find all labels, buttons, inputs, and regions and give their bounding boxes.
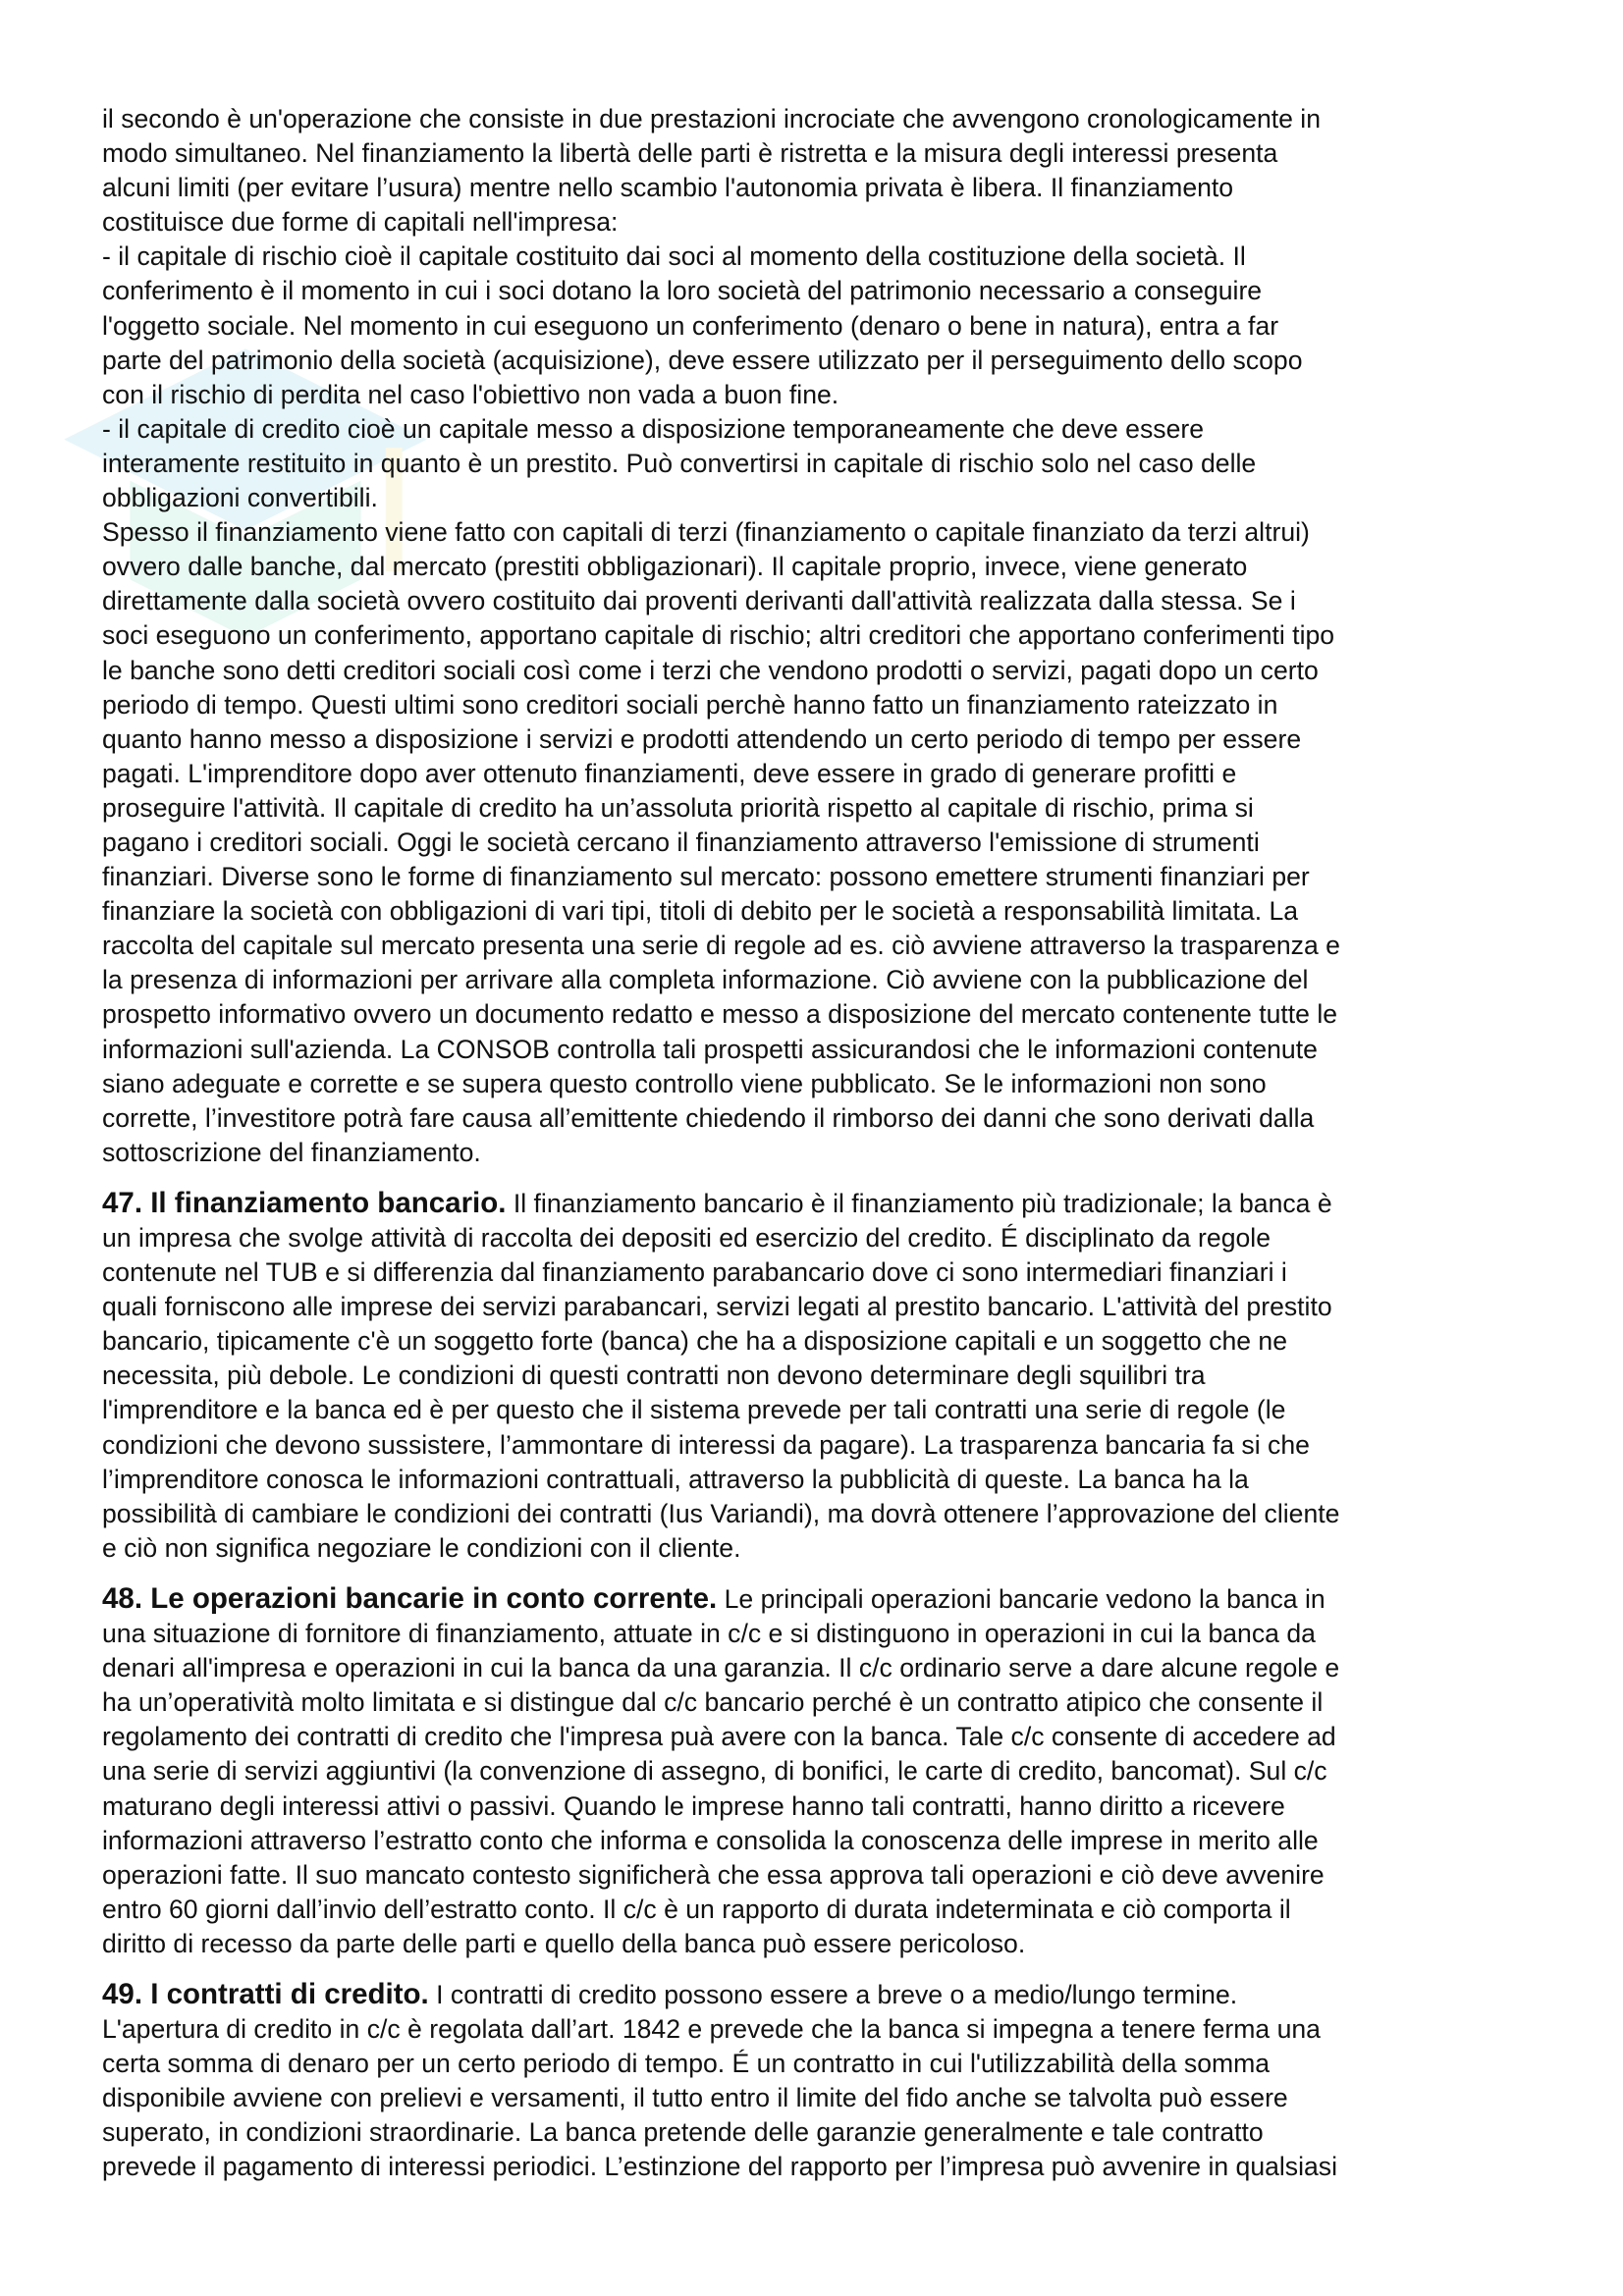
text-line: e ciò non significa negoziare le condizioni con il cliente. [102, 1532, 741, 1563]
text-line: alcuni limiti (per evitare l’usura) mentre nello scambio l'autonomia privata è libera. Il finanziamento [102, 173, 1234, 203]
text-line: - il capitale di credito cioè un capitale messo a disposizione temporaneamente che deve essere [102, 413, 1205, 444]
text-line: ovvero dalle banche, dal mercato (prestiti obbligazionari). Il capitale proprio, invece, viene generato [102, 552, 1248, 582]
text-line: parte del patrimonio della società (acquisizione), deve essere utilizzato per il perseguimento dello scopo [102, 345, 1303, 375]
text-line: modo simultaneo. Nel finanziamento la libertà delle parti è ristretta e la misura degli interessi presenta [102, 138, 1278, 169]
text-line: obbligazioni convertibili. [102, 483, 378, 513]
section-lead-text: Le principali operazioni bancarie vedono la banca in [717, 1583, 1325, 1614]
text-line: ha un’operatività molto limitata e si distingue dal c/c bancario perché è un contratto atipico che consente il [102, 1687, 1324, 1718]
section-heading: 48. Le operazioni bancarie in conto corrente. [102, 1581, 718, 1615]
section-heading: 47. Il finanziamento bancario. [102, 1186, 507, 1219]
section-49 [102, 1977, 1542, 2185]
text-line: finanziare la società con obbligazioni di vari tipi, titoli di debito per le società a responsabilità limitata. La [102, 896, 1299, 927]
section-48 [102, 1581, 1542, 1961]
section-lead-text: I contratti di credito possono essere a breve o a medio/lungo termine. [428, 1979, 1238, 2009]
text-line: contenute nel TUB e si differenzia dal finanziamento parabancario dove ci sono intermediari finanziari i [102, 1257, 1287, 1288]
text-line: siano adeguate e corrette e se supera questo controllo viene pubblicato. Se le informazioni non sono [102, 1068, 1267, 1098]
section-first-line [102, 1581, 1542, 1617]
text-line: raccolta del capitale sul mercato presenta una serie di regole ad es. ciò avviene attraverso la trasparenza e [102, 931, 1340, 961]
text-line: possibilità di cambiare le condizioni dei contratti (Ius Variandi), ma dovrà ottenere l’approvazione del cliente [102, 1498, 1340, 1528]
section-lead-text: Il finanziamento bancario è il finanziamento più tradizionale; la banca è [506, 1188, 1332, 1218]
text-line: proseguire l'attività. Il capitale di credito ha un’assoluta priorità rispetto al capitale di rischio, prima si [102, 792, 1254, 823]
text-line: diritto di recesso da parte delle parti e quello della banca può essere pericoloso. [102, 1928, 1026, 1958]
text-line: costituisce due forme di capitali nell'impresa: [102, 207, 619, 238]
text-line: regolamento dei contratti di credito che l'impresa puà avere con la banca. Tale c/c consente di accedere ad [102, 1722, 1336, 1752]
text-line: le banche sono detti creditori sociali così come i terzi che vendono prodotti o servizi, pagati dopo un certo [102, 655, 1319, 685]
text-line: conferimento è il momento in cui i soci dotano la loro società del patrimonio necessario a conseguire [102, 276, 1263, 306]
text-line: pagati. L'imprenditore dopo aver ottenuto finanziamenti, deve essere in grado di generare profitti e [102, 758, 1237, 788]
text-line: soci eseguono un conferimento, apportano capitale di rischio; altri creditori che apportano conferimenti tipo [102, 620, 1335, 651]
text-line: il secondo è un'operazione che consiste in due prestazioni incrociate che avvengono cronologicamente in [102, 104, 1321, 133]
text-line: prevede il pagamento di interessi periodici. L’estinzione del rapporto per l’impresa può avvenire in qualsiasi [102, 2152, 1338, 2182]
text-line: interamente restituito in quanto è un prestito. Può convertirsi in capitale di rischio solo nel caso delle [102, 448, 1257, 478]
text-line: l'oggetto sociale. Nel momento in cui eseguono un conferimento (denaro o bene in natura), entra a far [102, 310, 1279, 341]
text-line: sottoscrizione del finanziamento. [102, 1137, 481, 1167]
text-line: l'imprenditore e la banca ed è per questo che il sistema prevede per tali contratti una serie di regole (le [102, 1395, 1286, 1425]
text-line: maturano degli interessi attivi o passivi. Quando le imprese hanno tali contratti, hanno diritto a ricevere [102, 1790, 1285, 1821]
text-line: informazioni attraverso l’estratto conto che informa e consolida la conoscenza delle imprese in merito alle [102, 1825, 1319, 1855]
text-line: necessita, più debole. Le condizioni di questi contratti non devono determinare degli squilibri tra [102, 1361, 1206, 1391]
text-line: finanziari. Diverse sono le forme di finanziamento sul mercato: possono emettere strumenti finanziari per [102, 862, 1310, 892]
text-line: direttamente dalla società ovvero costituito dai proventi derivanti dall'attività realizzata dalla stessa. Se i [102, 586, 1296, 616]
text-line: denari all'impresa e operazioni in cui la banca da una garanzia. Il c/c ordinario serve a dare alcune regole e [102, 1653, 1340, 1683]
text-line: entro 60 giorni dall’invio dell’estratto conto. Il c/c è un rapporto di durata indeterminata e ciò comporta il [102, 1894, 1291, 1924]
text-line: condizioni che devono sussistere, l’ammontare di interessi da pagare). La trasparenza bancaria fa si che [102, 1429, 1310, 1460]
text-line: certa somma di denaro per un certo periodo di tempo. É un contratto in cui l'utilizzabilità della somma [102, 2049, 1271, 2079]
section-first-line [102, 1977, 1542, 2012]
text-line: quanto hanno messo a disposizione i servizi e prodotti attendendo un certo periodo di tempo per essere [102, 723, 1302, 754]
text-line: quali forniscono alle imprese dei servizi parabancari, servizi legati al prestito bancario. L'attività del prestito [102, 1292, 1332, 1322]
document-page [102, 102, 1542, 2185]
text-line: la presenza di informazioni per arrivare alla completa informazione. Ciò avviene con la pubblicazione del [102, 965, 1309, 995]
text-line: una serie di servizi aggiuntivi (la convenzione di assegno, di bonifici, le carte di credito, bancomat). Sul c/c [102, 1756, 1327, 1787]
text-line: bancario, tipicamente c'è un soggetto forte (banca) che ha a disposizione capitali e un soggetto che ne [102, 1326, 1288, 1357]
text-line: con il rischio di perdita nel caso l'obiettivo non vada a buon fine. [102, 379, 839, 409]
section-first-line [102, 1186, 1542, 1221]
text-line: L'apertura di credito in c/c è regolata dall’art. 1842 e prevede che la banca si impegna a tenere ferma una [102, 2014, 1321, 2045]
text-line: prospetto informativo ovvero un documento redatto e messo a disposizione del mercato contenente tutte le [102, 999, 1338, 1030]
section-47 [102, 1186, 1542, 1566]
text-line: Spesso il finanziamento viene fatto con capitali di terzi (finanziamento o capitale finanziato da terzi altrui) [102, 517, 1310, 548]
text-line: superato, in condizioni straordinarie. La banca pretende delle garanzie generalmente e tale contratto [102, 2117, 1264, 2148]
text-line: un impresa che svolge attività di raccolta dei depositi ed esercizio del credito. É disciplinato da regole [102, 1223, 1271, 1253]
intro-paragraph [102, 102, 1542, 1170]
text-line: informazioni sull'azienda. La CONSOB controlla tali prospetti assicurandosi che le informazioni contenute [102, 1034, 1318, 1064]
text-line: disponibile avviene con prelievi e versamenti, il tutto entro il limite del fido anche se talvolta può essere [102, 2083, 1288, 2113]
text-line: - il capitale di rischio cioè il capitale costituito dai soci al momento della costituzione della società. Il [102, 241, 1246, 272]
text-line: una situazione di fornitore di finanziamento, attuate in c/c e si distinguono in operazioni in cui la banca da [102, 1619, 1316, 1649]
text-line: periodo di tempo. Questi ultimi sono creditori sociali perchè hanno fatto un finanziamento rateizzato in [102, 689, 1278, 720]
text-line: pagano i creditori sociali. Oggi le società cercano il finanziamento attraverso l'emissione di strumenti [102, 827, 1260, 857]
text-line: l’imprenditore conosca le informazioni contrattuali, attraverso la pubblicità di queste. La banca ha la [102, 1464, 1249, 1494]
text-line: operazioni fatte. Il suo mancato contesto significherà che essa approva tali operazioni e ciò deve avvenire [102, 1859, 1325, 1890]
section-heading: 49. I contratti di credito. [102, 1977, 429, 2010]
text-line: corrette, l’investitore potrà fare causa all’emittente chiedendo il rimborso dei danni che sono derivati dalla [102, 1102, 1315, 1133]
